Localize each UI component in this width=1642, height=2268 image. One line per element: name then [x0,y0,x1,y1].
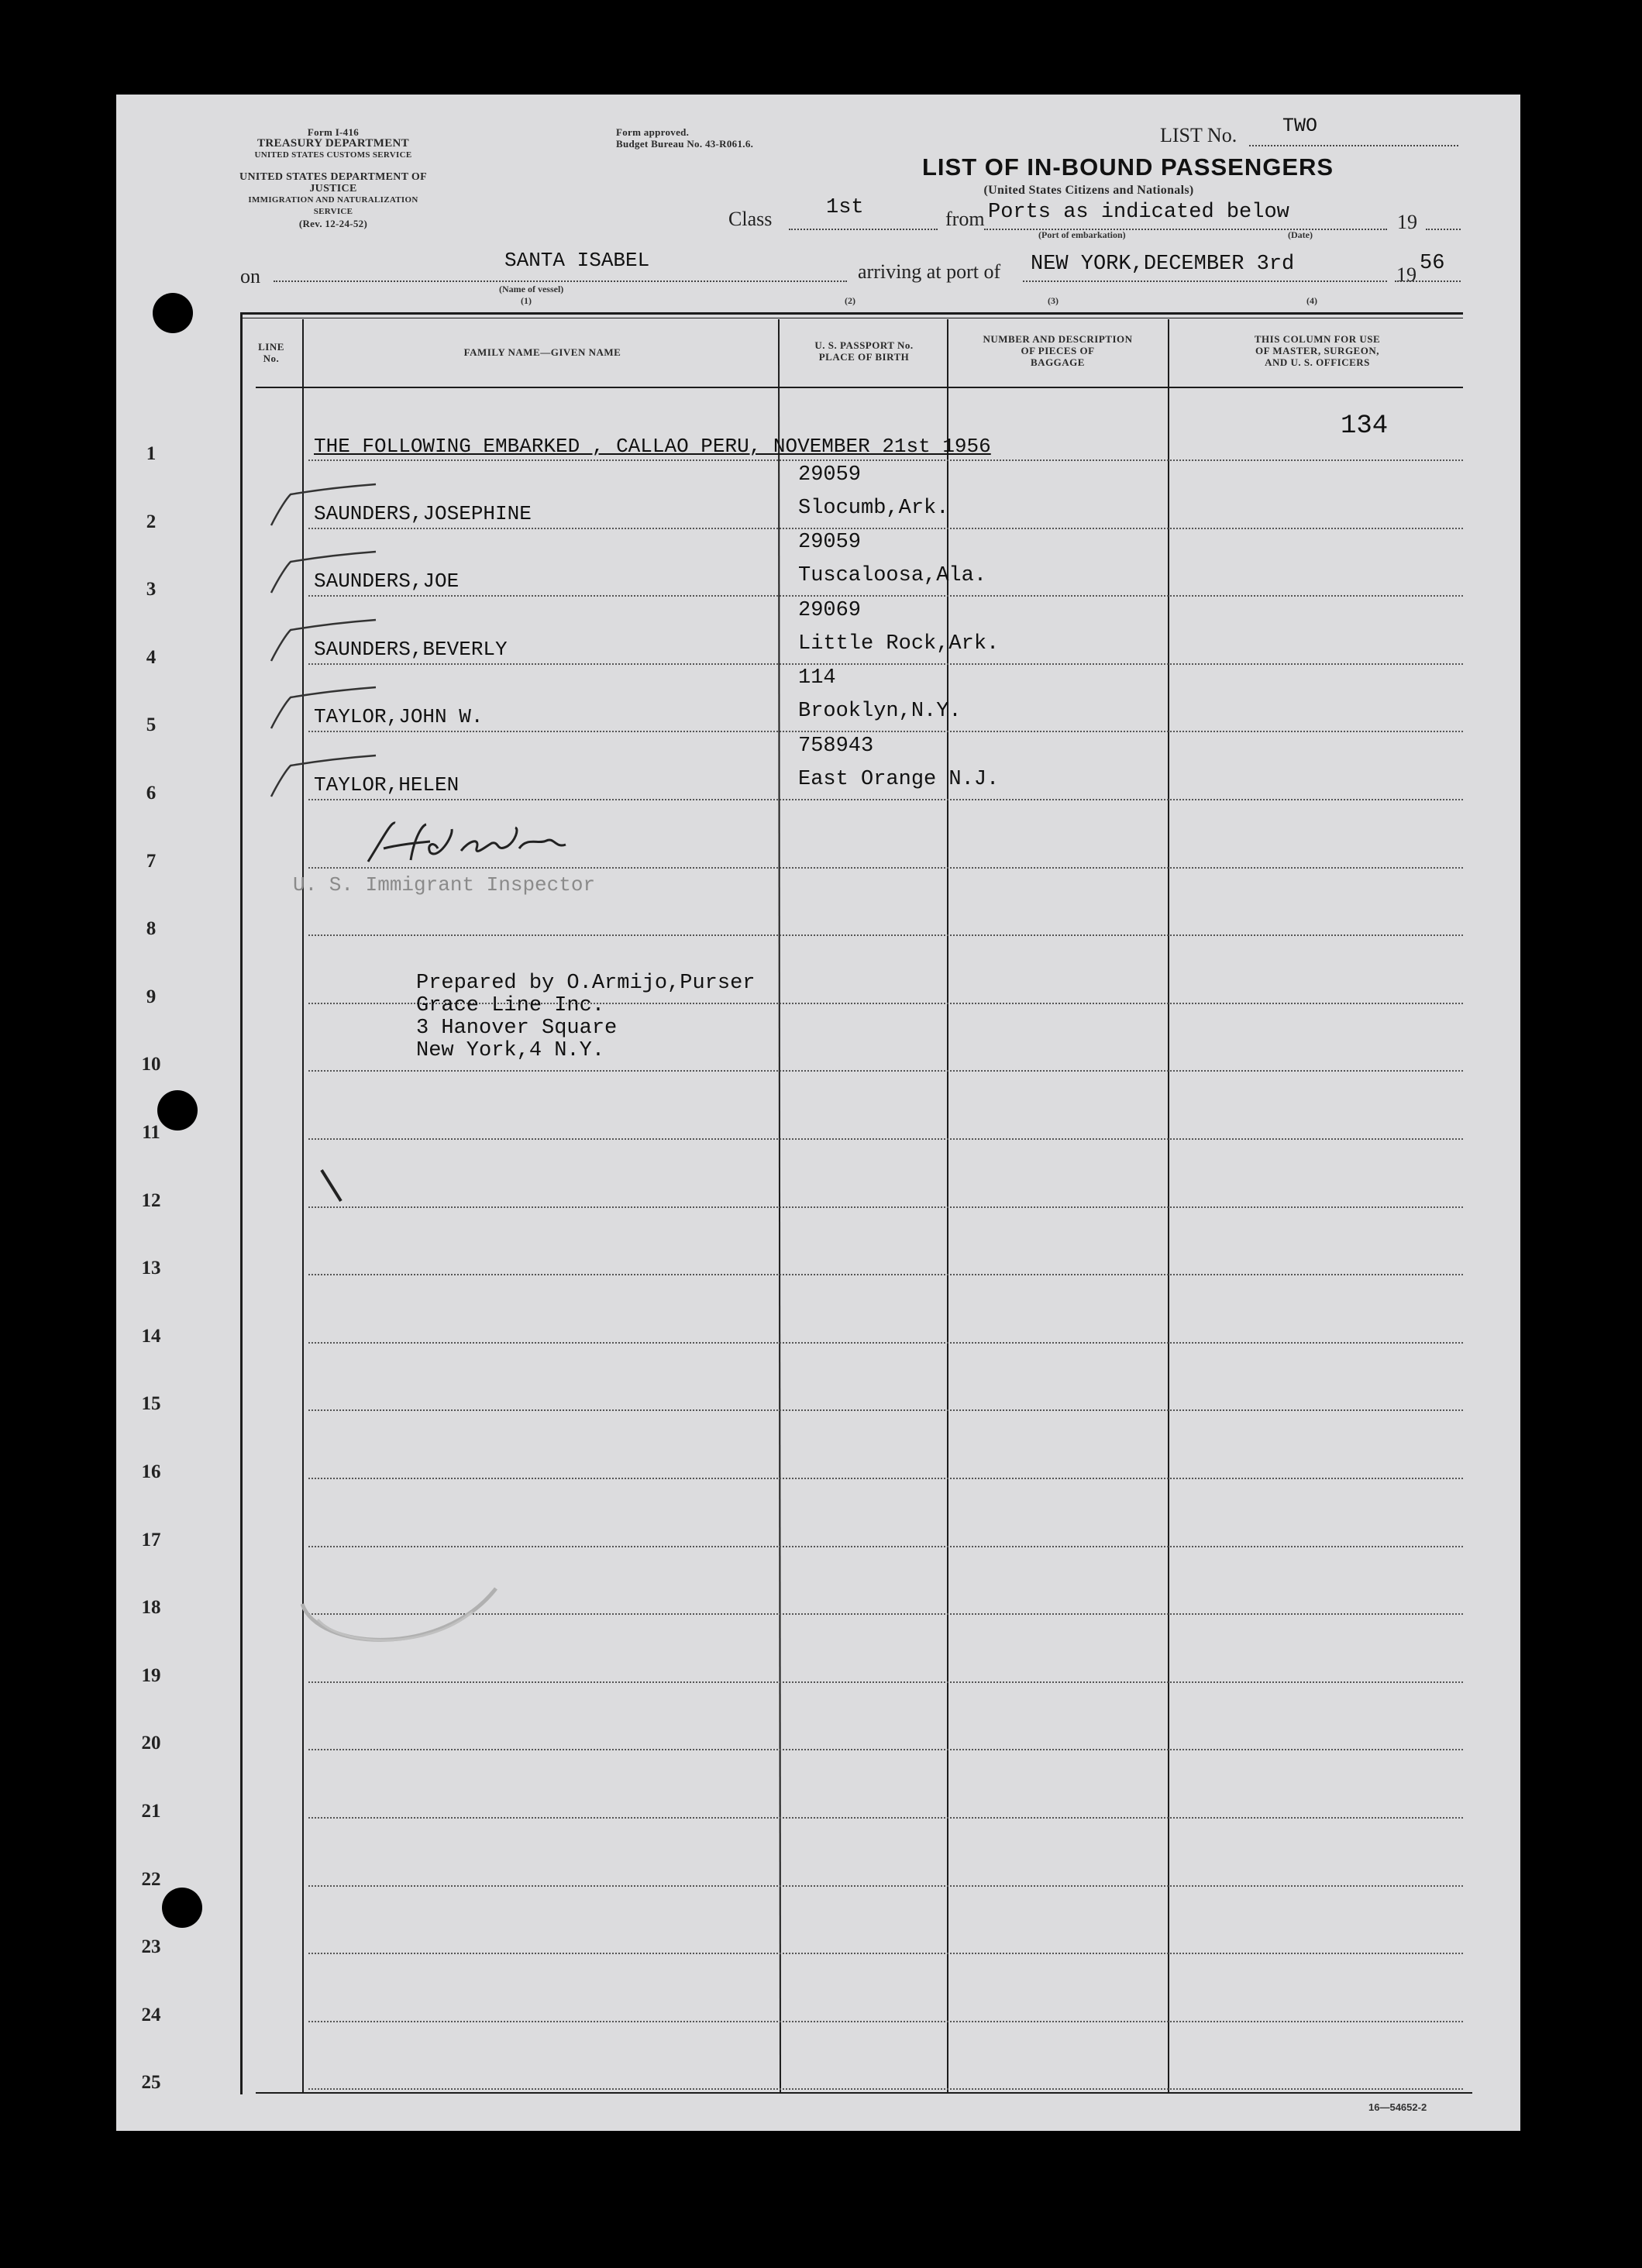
line-number: 24 [141,2005,161,2025]
justice-block [232,171,434,229]
row-dotted-line [308,1070,1463,1072]
table-bottom-border [256,2092,1472,2094]
line-number: 13 [141,1258,161,1279]
passenger-name: SAUNDERS,BEVERLY [314,638,508,661]
vessel-value: SANTA ISABEL [504,249,650,272]
line-number: 10 [141,1054,161,1075]
baggage-header [949,333,1166,368]
manifest-page [116,95,1520,2131]
line-number: 17 [141,1530,161,1550]
arriving-label: arriving at port of [858,260,1001,283]
prepared-by-line-3: 3 Hanover Square [416,1017,618,1040]
row-dotted-line [308,1953,1463,1954]
officer-number: 134 [1341,411,1389,441]
customs-label: UNITED STATES CUSTOMS SERVICE [254,150,412,160]
arrival-dots [1023,280,1387,282]
name-header: FAMILY NAME—GIVEN NAME [463,346,621,358]
from-year-dots [1426,229,1461,230]
baggage-header-1: NUMBER AND DESCRIPTION [983,333,1133,345]
row-dotted-line [308,1885,1463,1887]
form-title: LIST OF IN-BOUND PASSENGERS [922,153,1334,181]
place-of-birth: Brooklyn,N.Y. [798,700,962,723]
revision-label: (Rev. 12-24-52) [298,218,368,229]
ins-label: IMMIGRATION AND NATURALIZATION SERVICE [248,195,418,216]
line-number: 4 [146,647,157,668]
row-dotted-line [308,1206,1463,1208]
line-number: 20 [141,1733,161,1753]
from-label: from [945,208,985,230]
passport-number: 29069 [798,599,862,622]
table-top-border [240,312,1463,315]
form-block [232,126,434,161]
passenger-name: TAYLOR,HELEN [314,773,460,797]
row-dotted-line [308,1274,1463,1275]
line-number: 16 [141,1461,161,1482]
header-rule [256,387,1463,388]
vessel-caption: (Name of vessel) [499,284,564,294]
approval-block [616,126,753,150]
ink-mark [318,1166,349,1205]
arrival-year-prefix: 19 [1396,263,1417,286]
check-mark [267,483,384,537]
line-number: 5 [146,714,157,735]
passport-number: 758943 [798,735,874,758]
row-dotted-line [308,799,1463,800]
on-label: on [240,265,260,287]
row-dotted-line [308,1342,1463,1344]
passport-number: 29059 [798,531,862,554]
line-number: 11 [142,1122,160,1143]
passport-number: 114 [798,666,836,690]
col-4-caption: (4) [1306,295,1317,306]
place-of-birth: Slocumb,Ark. [798,497,949,520]
row-dotted-line [308,663,1463,665]
line-number: 3 [146,579,157,600]
row-dotted-line [308,1817,1463,1819]
treasury-label: TREASURY DEPARTMENT [257,137,409,150]
arrival-year-value: 56 [1420,252,1445,275]
row-dotted-line [308,1478,1463,1479]
place-of-birth: Tuscaloosa,Ala. [798,564,987,587]
baggage-header-2: OF PIECES OF [1021,345,1095,356]
line-number: 8 [146,918,157,939]
inspector-stamp: U. S. Immigrant Inspector [293,873,596,897]
line-number: 21 [141,1801,161,1822]
line-number: 2 [146,511,157,532]
from-value: Ports as indicated below [988,201,1289,224]
officers-header-3: AND U. S. OFFICERS [1265,356,1370,368]
check-mark [267,686,384,740]
check-mark [267,550,384,604]
row-dotted-line [308,528,1463,529]
faded-stamp [287,1573,511,1666]
place-of-birth: East Orange N.J. [798,768,1000,791]
passport-header-2: PLACE OF BIRTH [818,351,910,363]
line-number: 7 [146,851,157,872]
row-dotted-line [308,1409,1463,1411]
check-mark [267,618,384,673]
line-number: 23 [141,1936,161,1957]
embarked-note: THE FOLLOWING EMBARKED , CALLAO PERU, NOVEMBER 21st 1956 [314,435,991,458]
left-border [240,312,243,2094]
class-dots [789,229,938,230]
col-3-caption: (3) [1048,295,1059,306]
row-dotted-line [308,731,1463,732]
arrival-year-dots [1395,280,1461,282]
row-dotted-line [308,2021,1463,2022]
passport-header-1: U. S. PASSPORT No. [814,339,914,351]
line-number: 15 [141,1393,161,1414]
officers-header-1: THIS COLUMN FOR USE [1254,333,1381,345]
arrival-value: NEW YORK,DECEMBER 3rd [1031,253,1295,276]
signature [353,814,601,876]
approval-line-2: Budget Bureau No. 43-R061.6. [616,138,754,150]
line-number: 9 [146,986,157,1007]
prepared-by-line-2: Grace Line Inc. [416,994,605,1017]
port-caption: (Port of embarkation) [1038,229,1126,240]
form-number-top: Form I-416 [307,126,360,138]
prepared-by-line-4: New York,4 N.Y. [416,1039,605,1062]
officers-header [1170,333,1465,368]
list-no-label: LIST No. [1160,124,1238,146]
row-dotted-line [308,1749,1463,1750]
row-dotted-line [308,934,1463,936]
date-caption: (Date) [1288,229,1313,240]
officers-header-2: OF MASTER, SURGEON, [1255,345,1379,356]
row-dotted-line [308,459,1463,461]
row-dotted-line [308,1681,1463,1683]
justice-label: UNITED STATES DEPARTMENT OF JUSTICE [239,171,427,194]
from-year: 19 [1397,211,1417,233]
col-2-caption: (2) [845,295,855,306]
row-dotted-line [308,1138,1463,1140]
passport-number: 29059 [798,463,862,487]
form-number-footer: 16—54652-2 [1368,2101,1427,2113]
line-number: 18 [141,1597,161,1618]
vessel-dots [274,280,847,282]
passport-header [783,339,945,363]
passenger-name: SAUNDERS,JOE [314,570,460,593]
class-value: 1st [826,196,864,219]
line-number: 19 [141,1665,161,1686]
line-no-header-1: LINE [258,341,284,353]
col-1-caption: (1) [521,295,532,306]
list-no-value: TWO [1282,115,1318,137]
line-number: 14 [141,1326,161,1347]
form-subtitle: (United States Citizens and Nationals) [983,184,1194,197]
class-label: Class [728,208,773,230]
line-no-header [248,341,294,364]
prepared-by-line-1: Prepared by O.Armijo,Purser [416,972,756,995]
line-number: 6 [146,783,157,804]
binder-hole-bottom [162,1888,202,1928]
check-mark [267,754,384,808]
approval-line-1: Form approved. [616,126,690,138]
row-dotted-line [308,1546,1463,1547]
row-dotted-line [308,2088,1463,2090]
line-number: 12 [141,1190,161,1211]
passenger-name: TAYLOR,JOHN W. [314,705,484,728]
line-number: 25 [141,2072,161,2093]
list-no-dots [1249,145,1458,146]
binder-hole-top [153,293,193,333]
line-number: 1 [146,443,157,464]
baggage-header-3: BAGGAGE [1031,356,1085,368]
place-of-birth: Little Rock,Ark. [798,632,1000,656]
passenger-name: SAUNDERS,JOSEPHINE [314,502,532,525]
row-dotted-line [308,595,1463,597]
line-no-header-2: No. [263,353,280,364]
line-number: 22 [141,1869,161,1890]
